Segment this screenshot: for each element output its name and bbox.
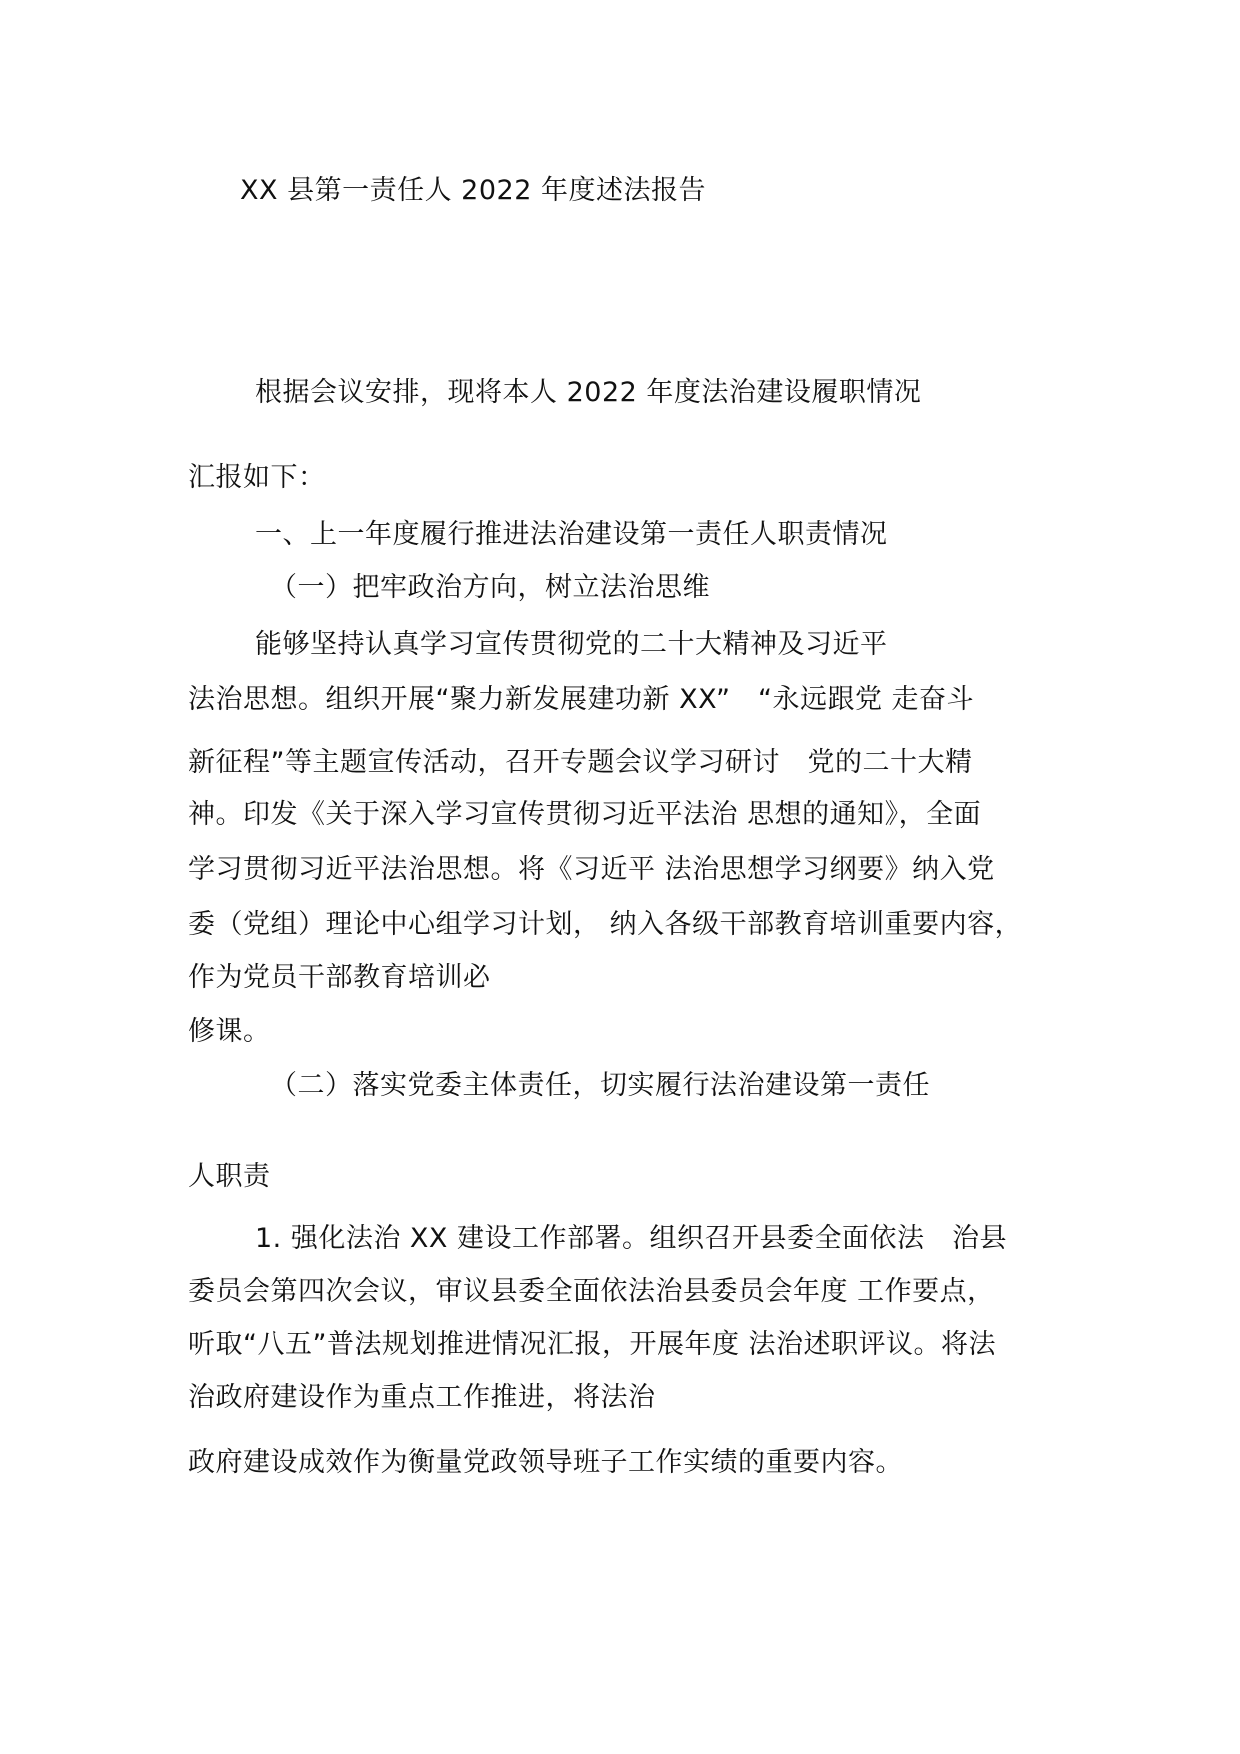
paragraph-line: 神。印发《关于深入学习宣传贯彻习近平法治 思想的通知》，全面: [188, 799, 982, 830]
subsection-heading: （二）落实党委主体责任，切实履行法治建设第一责任: [270, 1070, 930, 1101]
paragraph-line: 委员会第四次会议，审议县委全面依法治县委员会年度 工作要点，: [188, 1276, 995, 1307]
paragraph-line: 政府建设成效作为衡量党政领导班子工作实绩的重要内容。: [188, 1447, 903, 1478]
document-title: XX 县第一责任人 2022 年度述法报告: [240, 175, 706, 206]
paragraph-line: 治政府建设作为重点工作推进，将法治: [188, 1382, 656, 1413]
paragraph-line: 人职责: [188, 1161, 271, 1192]
paragraph-line: 汇报如下：: [188, 462, 326, 493]
paragraph-line: 修课。: [188, 1016, 271, 1047]
paragraph-line: 根据会议安排，现将本人 2022 年度法治建设履职情况: [255, 377, 922, 408]
section-heading: 一、上一年度履行推进法治建设第一责任人职责情况: [255, 519, 888, 550]
paragraph-line: 听取“八五”普法规划推进情况汇报，开展年度 法治述职评议。将法: [188, 1329, 997, 1360]
paragraph-line: 委（党组）理论中心组学习计划， 纳入各级干部教育培训重要内容，: [188, 909, 1023, 940]
paragraph-line: 1. 强化法治 XX 建设工作部署。组织召开县委全面依法 治县: [255, 1223, 1008, 1254]
paragraph-line: 学习贯彻习近平法治思想。将《习近平 法治思想学习纲要》纳入党: [188, 854, 995, 885]
paragraph-line: 法治思想。组织开展“聚力新发展建功新 XX” “永远跟党 走奋斗: [188, 684, 975, 715]
subsection-heading: （一）把牢政治方向，树立法治思维: [270, 572, 710, 603]
paragraph-line: 新征程”等主题宣传活动，召开专题会议学习研讨 党的二十大精: [188, 747, 973, 778]
paragraph-line: 能够坚持认真学习宣传贯彻党的二十大精神及习近平: [255, 629, 888, 660]
paragraph-line: 作为党员干部教育培训必: [188, 962, 491, 993]
